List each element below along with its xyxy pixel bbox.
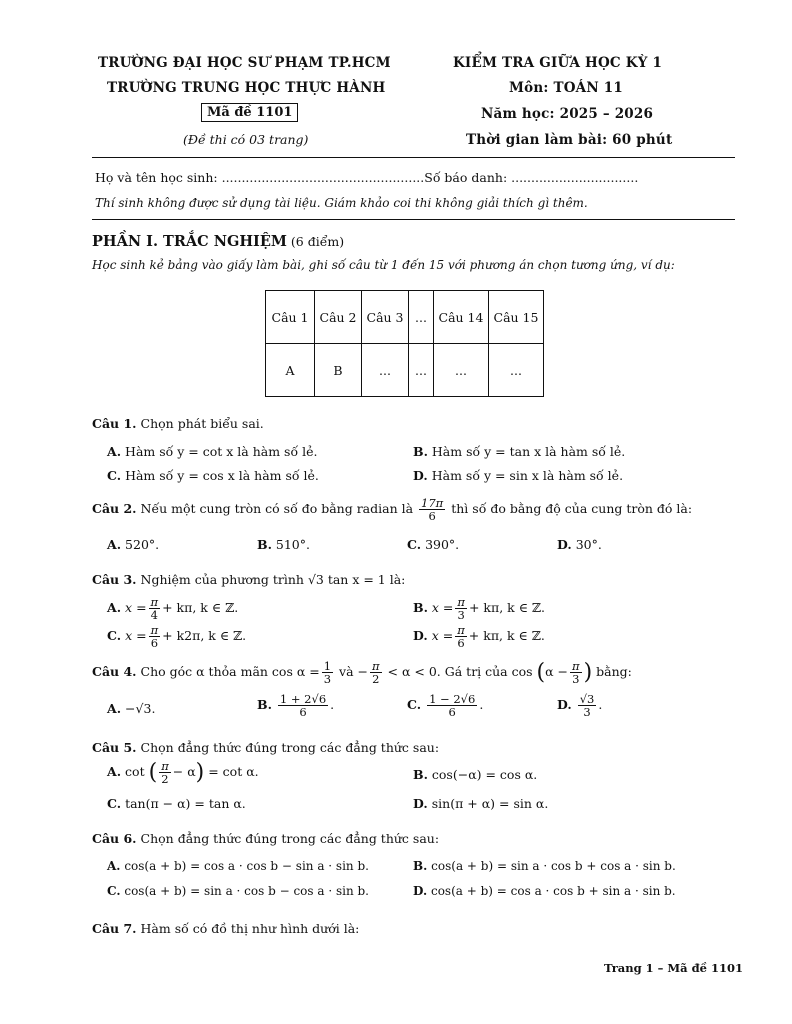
left-paren: ( (536, 660, 546, 686)
fraction (149, 596, 161, 621)
option-text: −√3. (125, 701, 156, 716)
left-paren: ( (148, 760, 158, 786)
fraction-numerator: π (572, 659, 580, 673)
fraction-numerator: π (457, 623, 465, 637)
question-5 (92, 740, 439, 755)
name-dots: ................................................... (221, 170, 425, 185)
question-label: Câu 1. (92, 416, 137, 431)
question-text: Cho góc α thỏa mãn cos α = (140, 664, 320, 680)
question-text-before: Nếu một cung tròn có số đo bằng radian là (140, 501, 414, 517)
exam-code-box: Mã đề 1101 (201, 103, 298, 122)
q3-option-d (413, 624, 545, 649)
option-key: A. (107, 444, 122, 459)
pages-note: (Đề thi có 03 trang) (183, 132, 309, 147)
fraction-denominator: 6 (149, 636, 161, 649)
question-label: Câu 4. (92, 664, 137, 680)
question-label: Câu 5. (92, 740, 137, 755)
option-key: B. (413, 600, 428, 616)
question-text: Chọn đẳng thức đúng trong các đẳng thức sau: (140, 831, 440, 846)
option-key: C. (107, 628, 122, 644)
fraction (570, 660, 582, 685)
option-text: 30°. (575, 537, 602, 552)
answer-table-value-row (266, 344, 544, 397)
option-text: + kπ, k ∈ ℤ. (468, 628, 545, 644)
q4-option-a (107, 701, 155, 716)
option-text: 510°. (275, 537, 310, 552)
fraction-numerator: π (457, 595, 465, 609)
school-name-1: TRƯỜNG ĐẠI HỌC SƯ PHẠM TP.HCM (98, 55, 391, 71)
school-name-2: TRƯỜNG TRUNG HỌC THỰC HÀNH (107, 80, 386, 96)
table-value-cell: ... (409, 344, 434, 397)
fraction (370, 660, 382, 685)
answer-table-header-row (266, 291, 544, 344)
option-key: C. (107, 468, 122, 483)
question-text: α − (545, 664, 569, 680)
table-value-cell: A (266, 344, 315, 397)
option-text: x = (125, 600, 147, 616)
fraction-denominator: 2 (159, 772, 171, 785)
option-text: x = (125, 628, 147, 644)
q1-option-b (413, 444, 625, 459)
divider-bottom (92, 219, 735, 220)
fraction-numerator: 1 (323, 659, 332, 673)
notice: Thí sinh không được sử dụng tài liệu. Giám khảo coi thi không giải thích gì thêm. (95, 196, 588, 210)
exam-title: KIỂM TRA GIỮA HỌC KỲ 1 (453, 55, 663, 71)
subject: Môn: TOÁN 11 (509, 80, 623, 96)
table-header-cell: Câu 14 (434, 291, 489, 344)
question-1 (92, 416, 264, 431)
option-text: + kπ, k ∈ ℤ. (468, 600, 546, 616)
option-key: D. (557, 697, 572, 713)
fraction-numerator: 17π (421, 496, 444, 510)
option-key: B. (257, 537, 272, 552)
fraction-denominator: 6 (427, 705, 477, 718)
fraction (427, 693, 477, 718)
option-key: D. (557, 537, 572, 552)
fraction (455, 624, 467, 649)
question-label: Câu 7. (92, 921, 137, 936)
option-key: D. (413, 796, 428, 811)
part1-title: PHẦN I. TRẮC NGHIỆM (92, 233, 287, 250)
fraction (149, 624, 161, 649)
fraction-numerator: π (150, 623, 159, 637)
fraction-numerator: π (372, 659, 380, 673)
option-text: cos(a + b) = cos a · cos b − sin a · sin b. (124, 859, 369, 873)
option-text: Hàm số y = cos x là hàm số lẻ. (125, 468, 319, 483)
question-text: Chọn phát biểu sai. (140, 416, 264, 431)
question-text-after: thì số đo bằng độ của cung tròn đó là: (451, 501, 693, 517)
option-text: x = (431, 600, 454, 616)
q5-option-a (107, 760, 259, 785)
option-text: Hàm số y = tan x là hàm số lẻ. (431, 444, 626, 459)
option-text: tan(π − α) = tan α. (125, 796, 246, 811)
question-2 (92, 497, 692, 522)
q2-option-a (107, 537, 159, 552)
option-key: C. (407, 697, 422, 713)
option-key: B. (257, 697, 272, 713)
table-value-cell: ... (434, 344, 489, 397)
option-text: Hàm số y = sin x là hàm số lẻ. (431, 468, 624, 483)
answer-table (265, 290, 544, 397)
option-key: B. (413, 444, 428, 459)
q1-option-c (107, 468, 319, 483)
fraction-numerator: π (150, 595, 159, 609)
question-text: Chọn đẳng thức đúng trong các đẳng thức sau: (140, 740, 440, 755)
question-label: Câu 3. (92, 572, 137, 587)
id-label: Số báo danh: (424, 170, 512, 185)
fraction-numerator: 1 − 2√6 (429, 692, 476, 706)
table-value-cell: ... (362, 344, 409, 397)
fraction-numerator: 1 + 2√6 (279, 692, 327, 706)
question-text: < α < 0. Gá trị của cos (387, 664, 533, 680)
fraction-denominator: 4 (149, 608, 161, 621)
name-label: Họ và tên học sinh: (95, 170, 222, 185)
school-year: Năm học: 2025 – 2026 (481, 106, 654, 122)
fraction-numerator: √3 (579, 692, 595, 706)
table-header-cell: Câu 1 (266, 291, 315, 344)
fraction-denominator: 3 (323, 672, 332, 687)
q6-option-a (107, 859, 369, 873)
fraction-denominator: 3 (570, 672, 582, 685)
fraction-denominator: 6 (278, 705, 328, 718)
duration: Thời gian làm bài: 60 phút (466, 132, 673, 148)
option-key: C. (407, 537, 422, 552)
option-key: C. (107, 796, 122, 811)
option-key: D. (413, 468, 428, 483)
option-key: A. (107, 600, 122, 616)
q3-option-c (107, 624, 246, 649)
option-text: + kπ, k ∈ ℤ. (162, 600, 239, 616)
q2-option-c (407, 537, 459, 552)
table-value-cell: ... (489, 344, 544, 397)
question-text: Hàm số có đồ thị như hình dưới là: (140, 921, 360, 936)
option-text: − α (172, 764, 196, 780)
option-text: cos(−α) = cos α. (431, 767, 538, 782)
table-header-cell: Câu 3 (362, 291, 409, 344)
fraction-denominator: 3 (455, 608, 467, 621)
fraction (278, 693, 328, 718)
option-text: cos(a + b) = cos a · cos b + sin a · sin b. (430, 884, 676, 898)
option-key: A. (107, 701, 122, 716)
fraction-denominator: 6 (419, 509, 445, 522)
question-4 (92, 660, 632, 685)
question-6 (92, 831, 439, 846)
q6-option-d (413, 884, 676, 898)
fraction (322, 660, 333, 685)
question-3 (92, 572, 405, 587)
q1-option-a (107, 444, 317, 459)
fraction-denominator: 6 (455, 636, 467, 649)
q2-option-b (257, 537, 310, 552)
question-text: Nghiệm của phương trình √3 tan x = 1 là: (140, 572, 406, 587)
q5-option-d (413, 796, 548, 811)
option-key: A. (107, 859, 121, 873)
option-text: 520°. (125, 537, 160, 552)
option-key: C. (107, 884, 121, 898)
q4-option-b: B. $\frac{1 + 2√6}{6}$ . (257, 692, 335, 720)
q3-option-a (107, 596, 238, 621)
table-header-cell: Câu 2 (315, 291, 362, 344)
option-text: sin(π + α) = sin α. (431, 796, 549, 811)
q6-option-c (107, 884, 369, 898)
q2-option-d (557, 537, 602, 552)
page-footer: Trang 1 – Mã đề 1101 (604, 961, 743, 975)
table-header-cell: Câu 15 (489, 291, 544, 344)
fraction-denominator: 3 (578, 705, 597, 718)
q4-option-c: C. $\frac{1 - 2√6}{6}$ . (407, 692, 484, 720)
table-value-cell: B (315, 344, 362, 397)
question-text: bằng: (596, 664, 632, 680)
q5-option-b (413, 767, 537, 782)
right-paren: ) (583, 660, 593, 686)
option-key: D. (413, 628, 428, 644)
fraction-denominator: 2 (370, 672, 382, 685)
option-key: B. (413, 767, 428, 782)
id-dots: ................................ (511, 170, 639, 185)
fraction (578, 693, 597, 718)
divider-top (92, 157, 735, 158)
student-info-line (95, 170, 638, 185)
table-header-cell: ... (409, 291, 434, 344)
fraction (455, 596, 467, 621)
q3-option-b (413, 596, 545, 621)
q1-option-d (413, 468, 623, 483)
option-key: B. (413, 859, 428, 873)
q4-option-d: D. $\frac{√3}{3}$ . (557, 692, 603, 720)
question-7 (92, 921, 359, 936)
question-text: và − (339, 664, 368, 680)
fraction-numerator: π (161, 759, 169, 773)
option-text: 390°. (425, 537, 460, 552)
right-paren: ) (195, 760, 205, 786)
part1-instruction: Học sinh kẻ bảng vào giấy làm bài, ghi số câu từ 1 đến 15 với phương án chọn tương ứng, ví dụ: (92, 258, 675, 272)
fraction (419, 497, 445, 522)
option-text: cos(a + b) = sin a · cos b − cos a · sin b. (124, 884, 369, 898)
option-key: A. (107, 537, 122, 552)
option-text: = cot α. (208, 764, 259, 780)
part1-heading (92, 231, 344, 250)
option-text: Hàm số y = cot x là hàm số lẻ. (125, 444, 318, 459)
fraction (159, 760, 171, 785)
part1-points: (6 điểm) (286, 234, 345, 249)
option-text: cos(a + b) = sin a · cos b + cos a · sin b. (431, 859, 676, 873)
option-key: A. (107, 764, 122, 780)
option-text: + k2π, k ∈ ℤ. (162, 628, 247, 644)
option-text: x = (431, 628, 454, 644)
q5-option-c (107, 796, 246, 811)
question-label: Câu 6. (92, 831, 137, 846)
question-label: Câu 2. (92, 501, 137, 517)
option-key: D. (413, 884, 428, 898)
q6-option-b (413, 859, 676, 873)
option-text: cot (125, 764, 145, 780)
